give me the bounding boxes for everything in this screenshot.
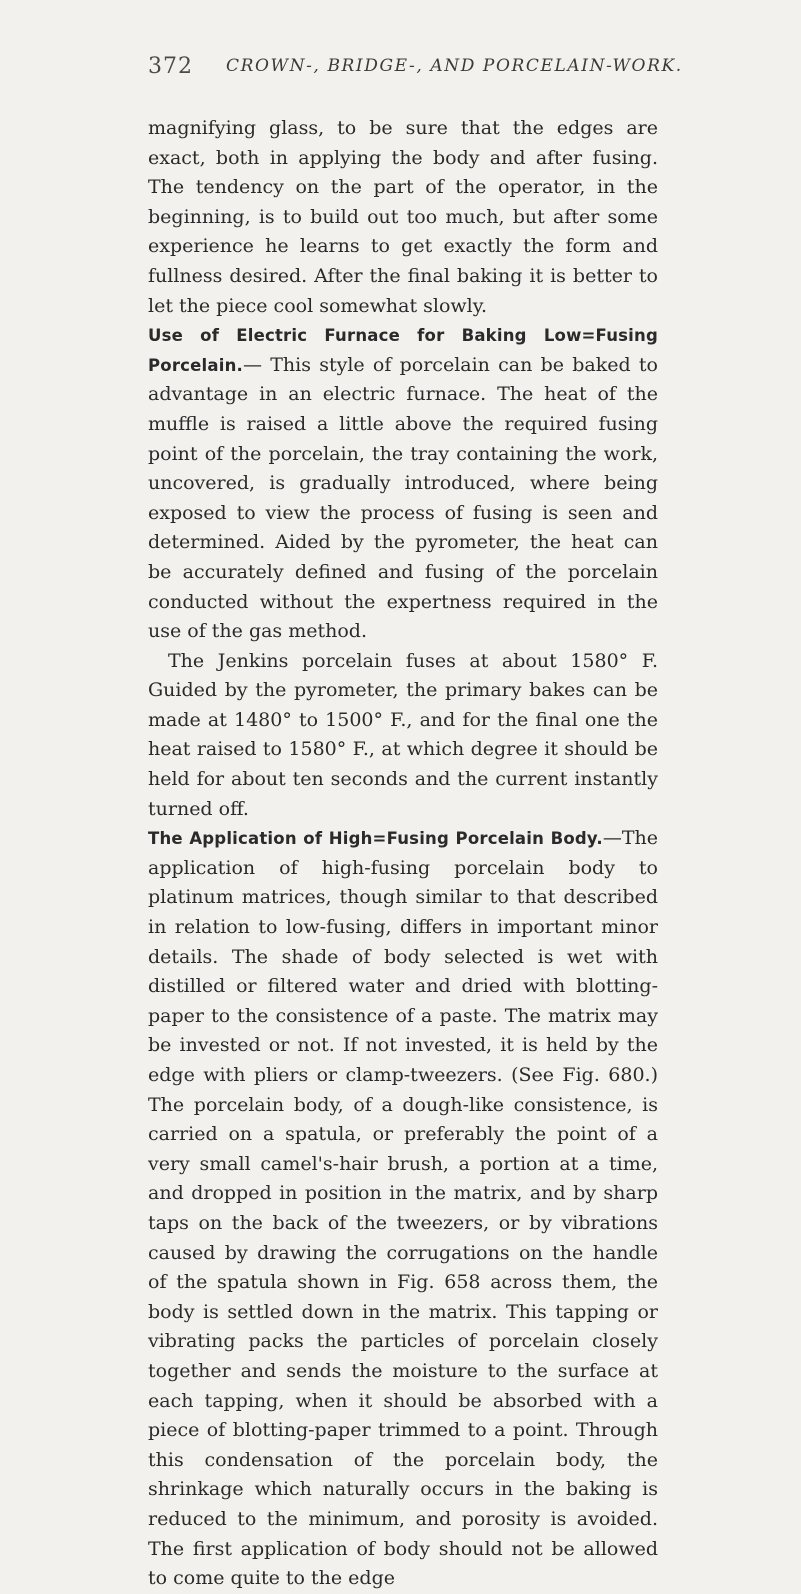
page-header (0, 54, 801, 82)
section-heading: Use of Electric Furnace for Baking Low=Fusing Porcelain. (148, 326, 658, 375)
section-heading: The Application of High=Fusing Porcelain Body. (148, 829, 603, 849)
paragraph-electric-furnace (148, 321, 658, 647)
paragraph-text: —The application of high-fusing porcelain body to platinum matrices, though similar to that described in relation to low-fusing, differs in important minor details. The shade of body selected is wet with distilled or filtered water and dried with blotting-paper to the consistence of a paste. The matrix may be invested or not. If not invested, it is held by the edge with pliers or clamp-tweezers. (See Fig. 680.) The porcelain body, of a dough-like consistence, is carried on a spatula, or preferably the point of a very small camel's-hair brush, a portion at a time, and dropped in position in the matrix, and by sharp taps on the back of the tweezers, or by vibrations caused by drawing the corrugations on the handle of the spatula shown in Fig. 658 across them, the body is settled down in the matrix. This tapping or vibrating packs the particles of porcelain closely together and sends the moisture to the surface at each tapping, when it should be absorbed with a piece of blotting-paper trimmed to a point. Through this condensation of the porcelain body, the shrinkage which naturally occurs in the baking is reduced to the minimum, and porosity is avoided. The first application of body should not be allowed to come quite to the edge (148, 827, 658, 1590)
paragraph-text: magnifying glass, to be sure that the edges are exact, both in applying the body and after fusing. The tendency on the part of the operator, in the beginning, is to build out too much, but after some experience he learns to get exactly the form and fullness desired. After the final baking it is better to let the piece cool somewhat slowly. (148, 117, 658, 317)
body-text (148, 114, 658, 1594)
paragraph-jenkins (148, 647, 658, 825)
paragraph-high-fusing (148, 824, 658, 1593)
paragraph-continued (148, 114, 658, 321)
paragraph-text: — This style of porcelain can be baked to advantage in an electric furnace. The heat of the muffle is raised a little above the required fusing point of the porcelain, the tray containing the work, uncovered, is gradually introduced, where being exposed to view the process of fusing is seen and determined. Aided by the pyrometer, the heat can be accurately defined and fusing of the porcelain conducted without the expertness required in the use of the gas method. (148, 353, 658, 643)
running-title: CROWN-, BRIDGE-, AND PORCELAIN-WORK. (226, 56, 683, 76)
page-number: 372 (148, 54, 193, 79)
paragraph-text: The Jenkins porcelain fuses at about 1580° F. Guided by the pyrometer, the primary bakes can be made at 1480° to 1500° F., and for the final one the heat raised to 1580° F., at which degree it should be held for about ten seconds and the current instantly turned off. (148, 649, 658, 820)
